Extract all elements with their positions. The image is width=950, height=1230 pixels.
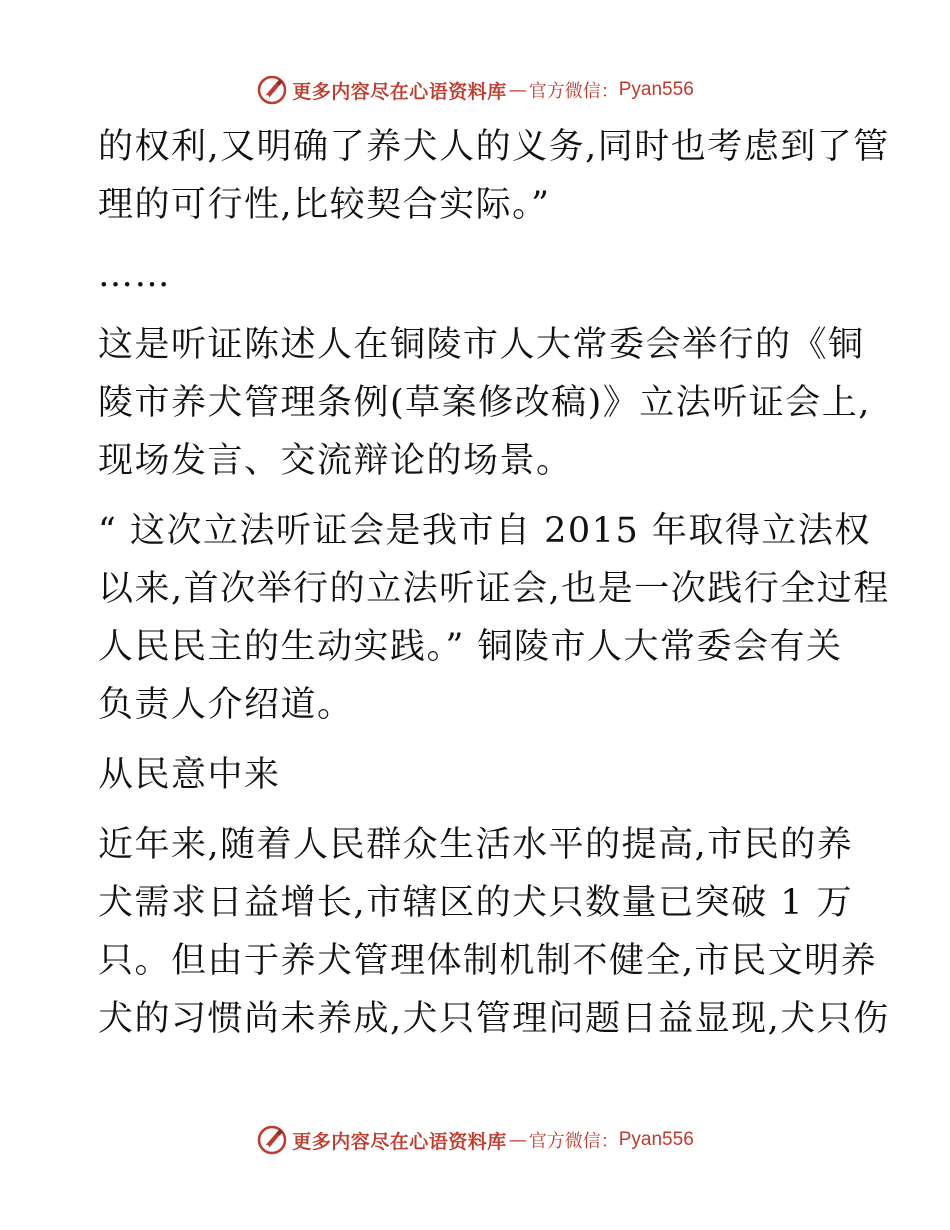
brand-logo-icon [256, 74, 288, 106]
body-line: 负责人介绍道。 [98, 685, 354, 725]
banner-official-label: 官方微信： [528, 81, 619, 102]
body-line: 只。但由于养犬管理体制机制不健全,市民文明养 [98, 941, 878, 981]
document-body [98, 118, 890, 1048]
banner-slogan: 更多内容尽在心语资料库 [292, 1130, 507, 1153]
brand-logo-icon [256, 1124, 288, 1156]
body-line: “ 这次立法听证会是我市自 2015 年取得立法权 [98, 511, 871, 551]
body-line: 以来,首次举行的立法听证会,也是一次践行全过程 [98, 569, 890, 609]
body-line: 犬的习惯尚未养成,犬只管理问题日益显现,犬只伤 [98, 999, 890, 1039]
body-line: 现场发言、交流辩论的场景。 [98, 441, 573, 481]
banner-wechat-id: Pyan556 [618, 79, 694, 100]
banner-dash: — [508, 1129, 527, 1151]
body-line: 陵市养犬管理条例(草案修改稿)》立法听证会上, [98, 383, 871, 423]
body-line: …… [98, 255, 171, 295]
footer-watermark-banner [0, 1120, 950, 1160]
body-line: 犬需求日益增长,市辖区的犬只数量已突破 1 万 [98, 883, 854, 923]
banner-dash: — [508, 79, 527, 101]
body-line: 近年来,随着人民群众生活水平的提高,市民的养 [98, 825, 854, 865]
body-line: 理的可行性,比较契合实际。” [98, 185, 551, 225]
body-line: 这是听证陈述人在铜陵市人大常委会举行的《铜 [98, 325, 865, 365]
body-line: 人民民主的生动实践。” 铜陵市人大常委会有关 [98, 627, 843, 667]
banner-wechat-id: Pyan556 [618, 1129, 694, 1150]
body-line: 的权利,又明确了养犬人的义务,同时也考虑到了管 [98, 127, 890, 167]
header-watermark-banner [0, 70, 950, 110]
section-heading: 从民意中来 [98, 755, 281, 795]
banner-slogan: 更多内容尽在心语资料库 [292, 80, 507, 103]
banner-official-label: 官方微信： [528, 1131, 619, 1152]
